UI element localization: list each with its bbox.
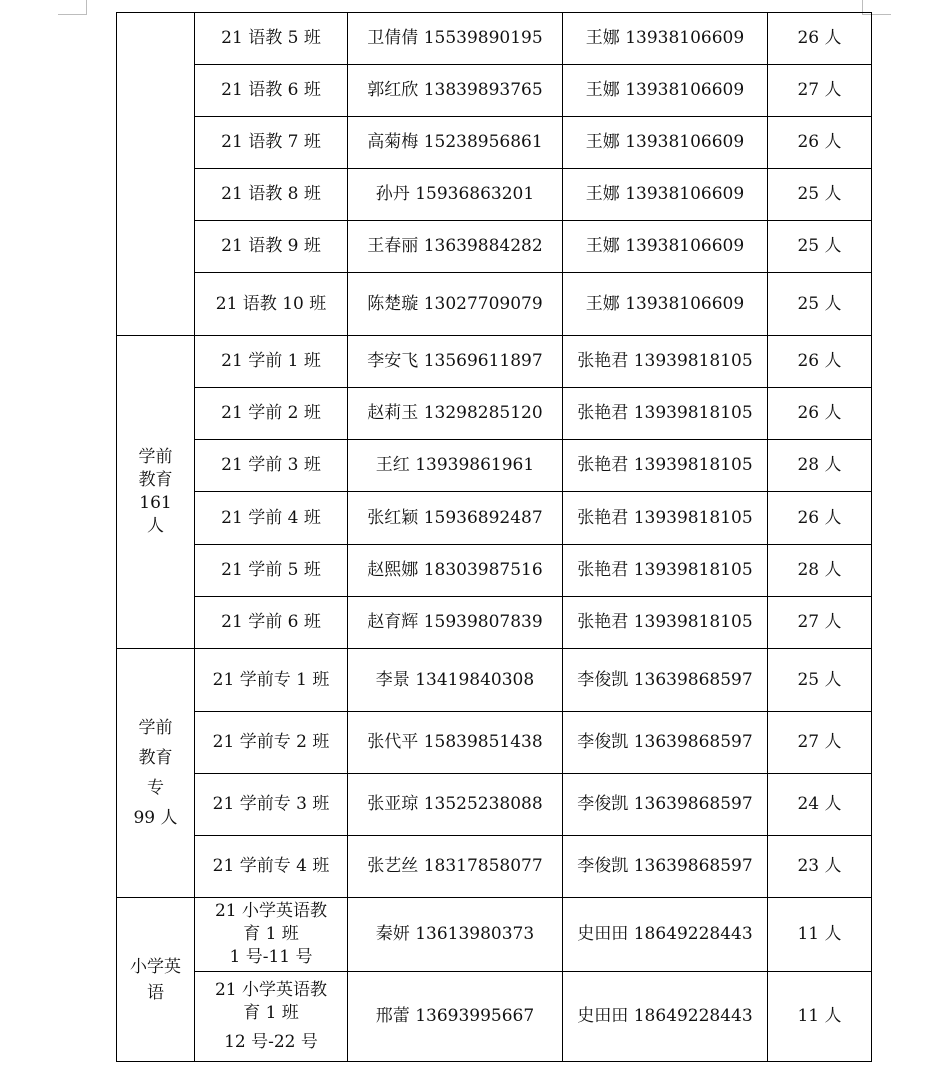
table-row xyxy=(117,712,872,774)
tutor-cell: 张艳君 13939818105 xyxy=(563,336,768,388)
class-head-cell: 李景 13419840308 xyxy=(348,649,563,712)
class-name-cell: 21 学前 4 班 xyxy=(195,492,348,545)
tutor-cell: 史田田 18649228443 xyxy=(563,898,768,972)
student-count-cell: 25 人 xyxy=(768,169,872,221)
student-count-cell: 26 人 xyxy=(768,117,872,169)
class-name-cell: 21 语教 8 班 xyxy=(195,169,348,221)
class-name-cell: 21 学前 6 班 xyxy=(195,597,348,649)
tutor-cell: 李俊凯 13639868597 xyxy=(563,836,768,898)
table-row xyxy=(117,388,872,440)
tutor-cell: 王娜 13938106609 xyxy=(563,169,768,221)
class-name-cell: 21 学前专 3 班 xyxy=(195,774,348,836)
tutor-cell: 张艳君 13939818105 xyxy=(563,545,768,597)
class-name-cell: 21 学前 3 班 xyxy=(195,440,348,492)
class-roster-table xyxy=(116,12,872,1062)
group-label-line: 161 xyxy=(139,493,172,513)
class-name-cell: 21 学前专 1 班 xyxy=(195,649,348,712)
table-row xyxy=(117,836,872,898)
student-count-cell: 26 人 xyxy=(768,492,872,545)
table-row xyxy=(117,492,872,545)
class-head-cell: 孙丹 15936863201 xyxy=(348,169,563,221)
tutor-cell: 史田田 18649228443 xyxy=(563,972,768,1062)
class-name-line: 育 1 班 xyxy=(243,1003,299,1023)
page-corner-mark-left xyxy=(58,0,87,15)
table-row xyxy=(117,649,872,712)
class-name-cell: 21 学前 2 班 xyxy=(195,388,348,440)
class-name-cell xyxy=(195,898,348,972)
student-count-cell: 26 人 xyxy=(768,13,872,65)
group-label-line: 小学英 xyxy=(130,956,181,977)
student-count-cell: 26 人 xyxy=(768,336,872,388)
group-cell-preschool-special xyxy=(117,649,195,898)
class-head-cell: 张红颖 15936892487 xyxy=(348,492,563,545)
student-count-cell: 25 人 xyxy=(768,273,872,336)
tutor-cell: 王娜 13938106609 xyxy=(563,273,768,336)
class-head-cell: 王春丽 13639884282 xyxy=(348,221,563,273)
student-count-cell: 25 人 xyxy=(768,649,872,712)
student-count-cell: 11 人 xyxy=(768,898,872,972)
group-label-line: 教育 xyxy=(138,470,173,490)
table-row xyxy=(117,273,872,336)
class-name-cell: 21 学前 1 班 xyxy=(195,336,348,388)
class-name-line: 1 号-11 号 xyxy=(229,947,313,967)
student-count-cell: 27 人 xyxy=(768,597,872,649)
group-cell-primary-english xyxy=(117,898,195,1062)
class-name-cell: 21 语教 7 班 xyxy=(195,117,348,169)
class-name-line: 21 小学英语教 xyxy=(214,901,328,921)
group-cell-continued xyxy=(117,13,195,336)
student-count-cell: 23 人 xyxy=(768,836,872,898)
student-count-cell: 26 人 xyxy=(768,388,872,440)
class-head-cell: 李安飞 13569611897 xyxy=(348,336,563,388)
class-name-line: 育 1 班 xyxy=(243,924,299,944)
group-label-line: 专 xyxy=(147,778,164,798)
class-name-cell: 21 语教 6 班 xyxy=(195,65,348,117)
table-row xyxy=(117,774,872,836)
student-count-cell: 11 人 xyxy=(768,972,872,1062)
class-head-cell: 郭红欣 13839893765 xyxy=(348,65,563,117)
class-name-cell: 21 语教 5 班 xyxy=(195,13,348,65)
group-label-line: 语 xyxy=(147,982,164,1003)
table-row xyxy=(117,221,872,273)
table-row xyxy=(117,336,872,388)
class-head-cell: 秦妍 13613980373 xyxy=(348,898,563,972)
class-name-line: 12 号-22 号 xyxy=(224,1032,318,1052)
table-row xyxy=(117,597,872,649)
class-name-cell: 21 学前专 2 班 xyxy=(195,712,348,774)
tutor-cell: 张艳君 13939818105 xyxy=(563,492,768,545)
tutor-cell: 张艳君 13939818105 xyxy=(563,440,768,492)
class-head-cell: 陈楚璇 13027709079 xyxy=(348,273,563,336)
student-count-cell: 28 人 xyxy=(768,440,872,492)
class-name-cell: 21 学前 5 班 xyxy=(195,545,348,597)
class-head-cell: 张代平 15839851438 xyxy=(348,712,563,774)
group-cell-preschool xyxy=(117,336,195,649)
tutor-cell: 王娜 13938106609 xyxy=(563,221,768,273)
table-row xyxy=(117,972,872,1062)
class-name-cell: 21 语教 9 班 xyxy=(195,221,348,273)
table-row xyxy=(117,440,872,492)
student-count-cell: 24 人 xyxy=(768,774,872,836)
class-head-cell: 赵莉玉 13298285120 xyxy=(348,388,563,440)
class-name-cell xyxy=(195,972,348,1062)
class-name-line: 21 小学英语教 xyxy=(214,980,328,1000)
student-count-cell: 25 人 xyxy=(768,221,872,273)
table-row xyxy=(117,169,872,221)
class-head-cell: 张艺丝 18317858077 xyxy=(348,836,563,898)
class-head-cell: 赵熙娜 18303987516 xyxy=(348,545,563,597)
student-count-cell: 27 人 xyxy=(768,712,872,774)
table-row xyxy=(117,898,872,972)
tutor-cell: 李俊凯 13639868597 xyxy=(563,712,768,774)
table-row xyxy=(117,117,872,169)
tutor-cell: 王娜 13938106609 xyxy=(563,13,768,65)
tutor-cell: 李俊凯 13639868597 xyxy=(563,774,768,836)
class-head-cell: 高菊梅 15238956861 xyxy=(348,117,563,169)
class-name-cell: 21 语教 10 班 xyxy=(195,273,348,336)
class-head-cell: 卫倩倩 15539890195 xyxy=(348,13,563,65)
table-row xyxy=(117,545,872,597)
class-head-cell: 张亚琼 13525238088 xyxy=(348,774,563,836)
class-head-cell: 邢蕾 13693995667 xyxy=(348,972,563,1062)
table-row xyxy=(117,65,872,117)
tutor-cell: 王娜 13938106609 xyxy=(563,117,768,169)
group-label-line: 人 xyxy=(147,516,164,536)
class-head-cell: 赵育辉 15939807839 xyxy=(348,597,563,649)
student-count-cell: 28 人 xyxy=(768,545,872,597)
student-count-cell: 27 人 xyxy=(768,65,872,117)
tutor-cell: 张艳君 13939818105 xyxy=(563,597,768,649)
group-label-line: 学前 xyxy=(138,447,173,467)
class-head-cell: 王红 13939861961 xyxy=(348,440,563,492)
group-label-line: 学前 xyxy=(138,718,173,738)
group-label-line: 教育 xyxy=(138,748,173,768)
tutor-cell: 王娜 13938106609 xyxy=(563,65,768,117)
group-label-line: 99 人 xyxy=(133,808,178,828)
table-row xyxy=(117,13,872,65)
tutor-cell: 李俊凯 13639868597 xyxy=(563,649,768,712)
tutor-cell: 张艳君 13939818105 xyxy=(563,388,768,440)
class-name-cell: 21 学前专 4 班 xyxy=(195,836,348,898)
